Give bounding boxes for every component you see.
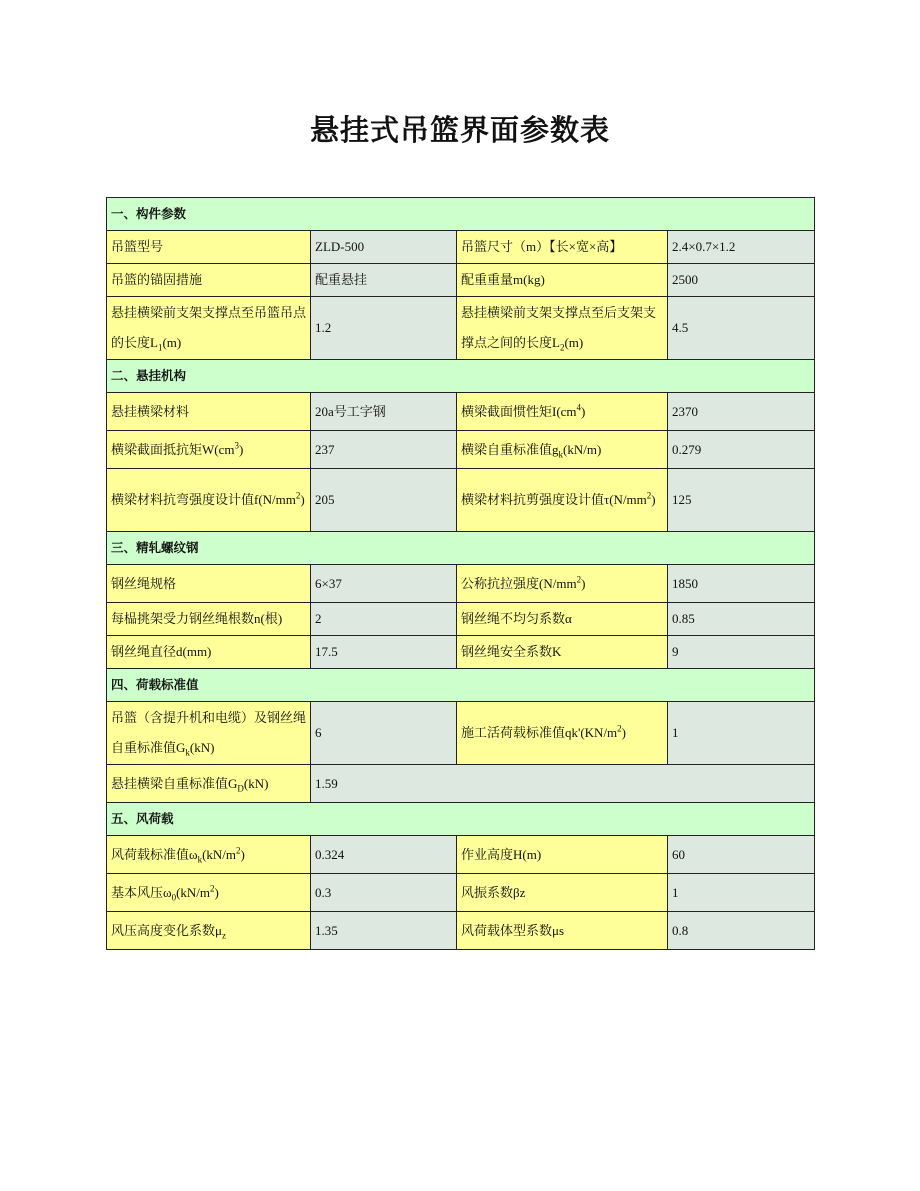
section-row (107, 803, 815, 836)
table-row (107, 297, 815, 360)
parameter-table (106, 197, 815, 950)
param-label: 横梁截面惯性矩$I(cm^4)$ (457, 393, 668, 431)
section-header: 一、构件参数 (107, 198, 815, 231)
page-title: 悬挂式吊篮界面参数表 (309, 113, 610, 147)
param-label: 横梁截面抵抗矩$W(cm^3)$ (107, 431, 311, 469)
param-value: 1850 (668, 565, 815, 603)
param-value: 1.59 (311, 765, 815, 803)
param-label: 吊篮的锚固措施 (107, 264, 311, 297)
table-row (107, 469, 815, 532)
param-value: 1.35 (311, 912, 457, 950)
param-value: 2500 (668, 264, 815, 297)
section-header: 五、风荷载 (107, 803, 815, 836)
param-label: 悬挂横梁材料 (107, 393, 311, 431)
param-label: 风荷载体型系数μs (457, 912, 668, 950)
param-value: 125 (668, 469, 815, 532)
param-value: 2370 (668, 393, 815, 431)
param-label: 吊篮（含提升机和电缆）及钢丝绳自重标准值$G_k(kN)$ (107, 702, 311, 765)
param-value: 2.4×0.7×1.2 (668, 231, 815, 264)
table-row (107, 836, 815, 874)
table-row (107, 912, 815, 950)
section-row (107, 532, 815, 565)
param-value: 1 (668, 702, 815, 765)
section-header: 四、荷载标准值 (107, 669, 815, 702)
param-label: 横梁自重标准值$g_k(kN/m)$ (457, 431, 668, 469)
param-label: 每榀挑架受力钢丝绳根数n(根) (107, 603, 311, 636)
param-value: 6×37 (311, 565, 457, 603)
param-value: ZLD-500 (311, 231, 457, 264)
param-label: 作业高度H(m) (457, 836, 668, 874)
param-value: 20a号工字钢 (311, 393, 457, 431)
param-label: 吊篮尺寸（m）【长×宽×高】 (457, 231, 668, 264)
param-value: 0.3 (311, 874, 457, 912)
param-value: 0.85 (668, 603, 815, 636)
param-value: 2 (311, 603, 457, 636)
param-value: 0.279 (668, 431, 815, 469)
table-row (107, 702, 815, 765)
section-row (107, 198, 815, 231)
param-value: 237 (311, 431, 457, 469)
param-label: 吊篮型号 (107, 231, 311, 264)
section-header: 三、精轧螺纹钢 (107, 532, 815, 565)
table-row (107, 765, 815, 803)
param-label: 钢丝绳规格 (107, 565, 311, 603)
param-label: 施工活荷载标准值$qk'(KN/m^2)$ (457, 702, 668, 765)
table-row (107, 874, 815, 912)
param-label: 风压高度变化系数$\mu_z$ (107, 912, 311, 950)
table-row (107, 231, 815, 264)
param-value: 9 (668, 636, 815, 669)
table-row (107, 431, 815, 469)
param-label: 悬挂横梁自重标准值$G_D(kN)$ (107, 765, 311, 803)
param-label: 悬挂横梁前支架支撑点至后支架支撑点之间的长度$L_2(m)$ (457, 297, 668, 360)
param-value: 1 (668, 874, 815, 912)
table-row (107, 264, 815, 297)
param-label: 横梁材料抗弯强度设计值$f(N/mm^2)$ (107, 469, 311, 532)
param-value: 4.5 (668, 297, 815, 360)
table-row (107, 565, 815, 603)
table-row (107, 636, 815, 669)
table-row (107, 603, 815, 636)
param-value: 205 (311, 469, 457, 532)
param-label: 钢丝绳安全系数K (457, 636, 668, 669)
param-label: 风振系数βz (457, 874, 668, 912)
param-label: 基本风压$\omega_0(kN/m^2)$ (107, 874, 311, 912)
param-label: 配重重量m(kg) (457, 264, 668, 297)
param-label: 钢丝绳不均匀系数α (457, 603, 668, 636)
param-value: 60 (668, 836, 815, 874)
param-value: 配重悬挂 (311, 264, 457, 297)
param-value: 1.2 (311, 297, 457, 360)
param-value: 6 (311, 702, 457, 765)
section-header: 二、悬挂机构 (107, 360, 815, 393)
param-label: 风荷载标准值$\omega_k(kN/m^2)$ (107, 836, 311, 874)
param-label: 公称抗拉强度$(N/mm^2)$ (457, 565, 668, 603)
param-value: 0.324 (311, 836, 457, 874)
section-row (107, 360, 815, 393)
param-label: 钢丝绳直径d(mm) (107, 636, 311, 669)
table-row (107, 393, 815, 431)
section-row (107, 669, 815, 702)
param-value: 17.5 (311, 636, 457, 669)
param-label: 悬挂横梁前支架支撑点至吊篮吊点的长度$L_1(m)$ (107, 297, 311, 360)
param-label: 横梁材料抗剪强度设计值$\tau(N/mm^2)$ (457, 469, 668, 532)
param-value: 0.8 (668, 912, 815, 950)
